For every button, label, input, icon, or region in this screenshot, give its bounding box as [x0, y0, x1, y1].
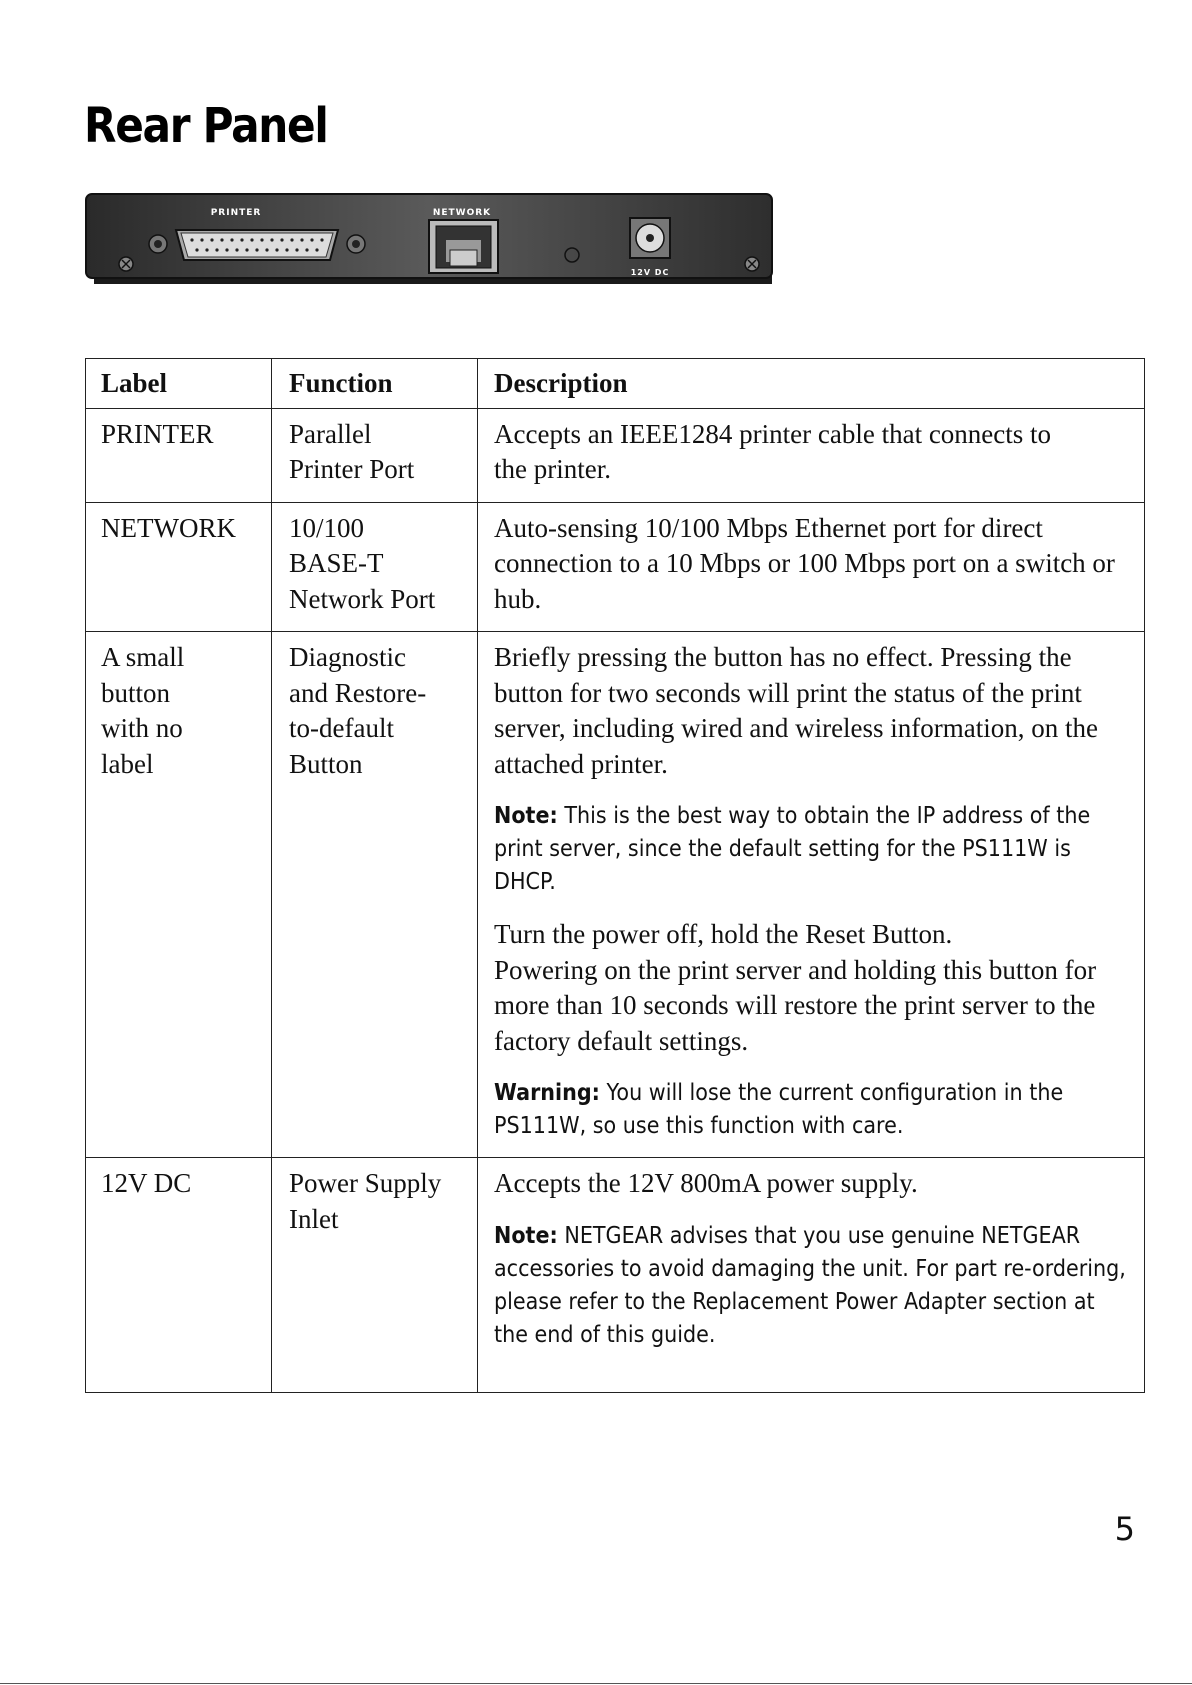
- function-cell: [272, 408, 478, 502]
- function-text: Power Supply: [289, 1168, 442, 1198]
- function-text: Network Port: [289, 583, 436, 614]
- restore-description-text: Powering on the print server and holding this button for more than 10 seconds will restore the print server to the factory default settings.: [494, 954, 1097, 1056]
- function-text: and Restore-: [289, 677, 427, 708]
- note-label: Note:: [494, 1222, 558, 1249]
- function-text: to-default: [289, 713, 394, 743]
- bottom-rule: [0, 1683, 1192, 1684]
- function-text: Parallel: [289, 418, 372, 449]
- function-text: Inlet: [289, 1203, 339, 1234]
- printer-port-label: PRINTER: [210, 208, 262, 218]
- label-text: label: [101, 748, 154, 779]
- function-cell: [272, 1158, 478, 1393]
- page-title: Rear Panel: [84, 98, 328, 154]
- table-row: [86, 632, 1145, 1158]
- note-label: Note:: [494, 803, 558, 829]
- label-cell: [86, 408, 272, 502]
- left-screw-icon: [119, 257, 133, 271]
- function-text: BASE-T: [289, 548, 384, 578]
- note-block: [494, 1220, 1147, 1352]
- header-description: Description: [478, 359, 1145, 409]
- warning-text: You will lose the current configuration in the PS111W, so use this function with care.: [494, 1080, 1064, 1139]
- warning-label: Warning:: [494, 1080, 600, 1106]
- label-cell: [86, 502, 272, 632]
- rear-panel-illustration: [84, 192, 778, 294]
- label-text: A small: [101, 642, 185, 672]
- function-text: Printer Port: [289, 454, 415, 484]
- function-text: 10/100: [289, 512, 365, 543]
- function-text: Button: [289, 748, 363, 779]
- reset-instruction-text: Turn the power off, hold the Reset Button.: [494, 919, 953, 949]
- label-text: button: [101, 677, 171, 708]
- page-number: 5: [1114, 1510, 1135, 1548]
- table-header-row: [86, 359, 1145, 409]
- description-text: Auto-sensing 10/100 Mbps Ethernet port for direct connection to a 10 Mbps or 100 Mbps port on a switch or hub.: [494, 512, 1115, 614]
- header-label: Label: [86, 359, 272, 409]
- label-text: PRINTER: [101, 418, 214, 449]
- function-cell: [272, 632, 478, 1158]
- rear-panel-table: [85, 358, 1145, 1393]
- description-cell: [478, 408, 1145, 502]
- note-block: [494, 800, 1165, 899]
- network-port-label: NETWORK: [432, 208, 492, 218]
- description-cell: [478, 632, 1145, 1158]
- header-function: Function: [272, 359, 478, 409]
- note-text: This is the best way to obtain the IP address of the print server, since the default setting for the PS111W is DHCP.: [494, 803, 1091, 895]
- description-text: Briefly pressing the button has no effect. Pressing the button for two seconds will print the status of the print server, including wired and wireless information, on the attached printer.: [494, 642, 1099, 779]
- table-row: [86, 1158, 1145, 1393]
- power-jack-label: 12V DC: [630, 268, 670, 277]
- ethernet-port-icon: [429, 220, 498, 273]
- note-text: NETGEAR advises that you use genuine NETGEAR accessories to avoid damaging the unit. For part re-ordering, please refer to the Replacement Power Adapter section at the end of this guide.: [494, 1222, 1126, 1348]
- right-screw-icon: [745, 257, 759, 271]
- function-cell: [272, 502, 478, 632]
- description-cell: [478, 1158, 1145, 1393]
- table-row: [86, 408, 1145, 502]
- label-text: with no: [101, 713, 183, 743]
- description-text: Accepts the 12V 800mA power supply.: [494, 1168, 918, 1198]
- power-jack-icon: [630, 218, 670, 258]
- description-cell: [478, 502, 1145, 632]
- table-row: [86, 502, 1145, 632]
- label-cell: [86, 1158, 272, 1393]
- description-text: Accepts an IEEE1284 printer cable that connects to the printer.: [494, 418, 1052, 484]
- function-text: Diagnostic: [289, 642, 406, 672]
- label-cell: [86, 632, 272, 1158]
- label-text: NETWORK: [101, 512, 236, 543]
- label-text: 12V DC: [101, 1168, 192, 1198]
- warning-block: [494, 1077, 1165, 1143]
